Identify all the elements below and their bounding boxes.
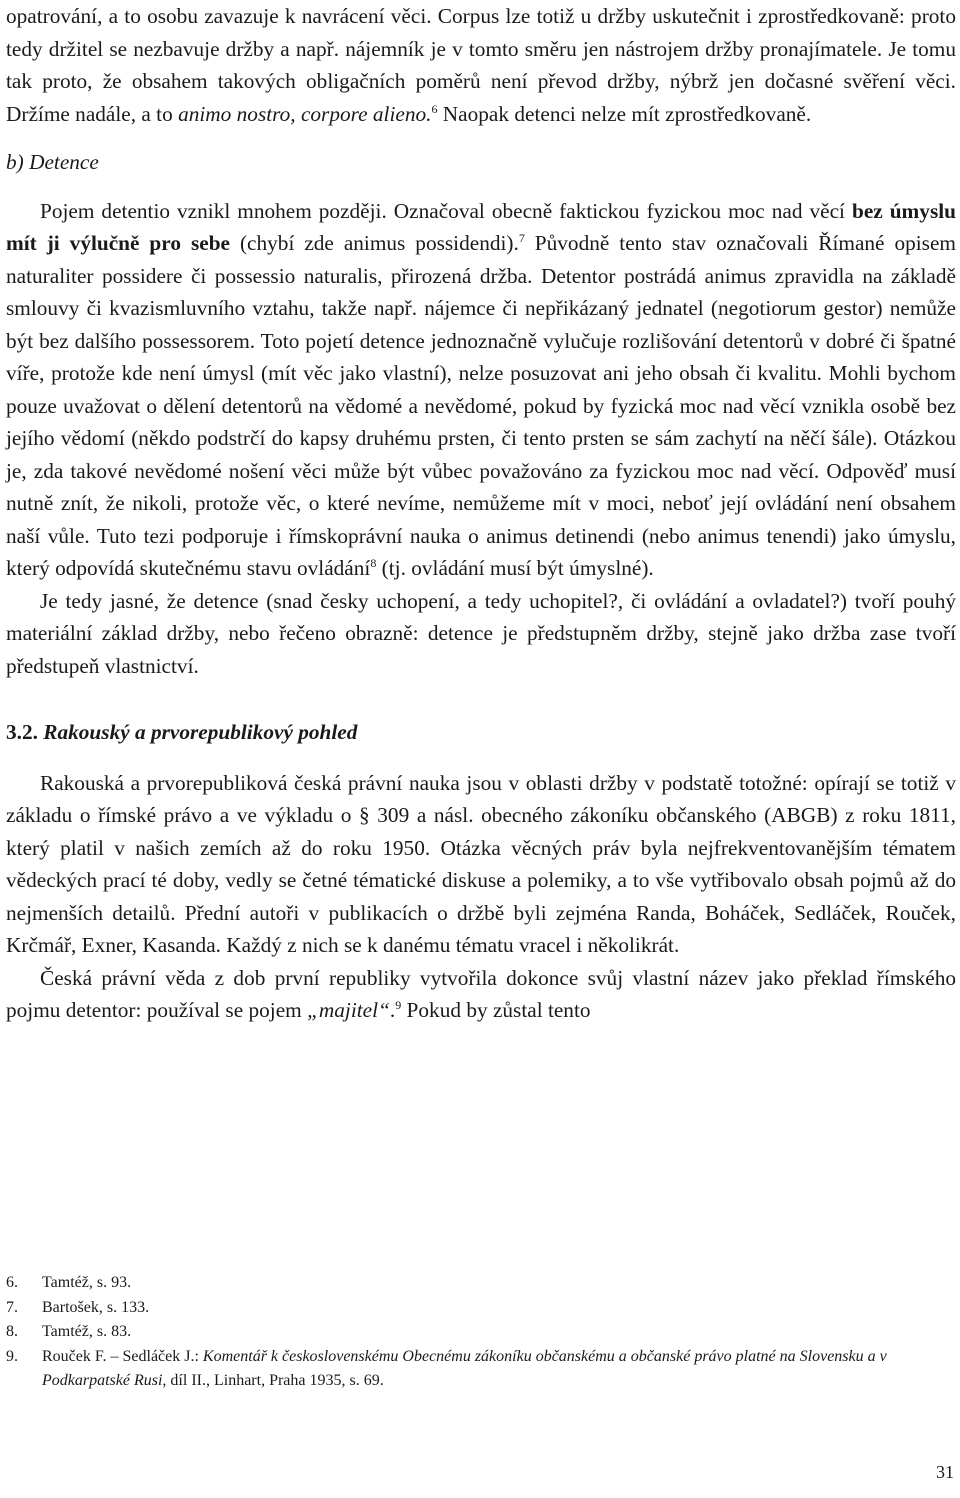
- text-run: , díl II., Linhart, Praha 1935, s. 69.: [162, 1372, 384, 1389]
- text-run: Naopak detenci nelze mít zprostředkovaně.: [437, 101, 812, 126]
- page-body: [6, 0, 956, 1027]
- text-run: .: [389, 998, 396, 1022]
- paragraph-3: Je tedy jasné, že detence (snad česky uchopení, a tedy uchopitel?, či ovládání a ovladatel?) tvoří pouhý materiální základ držby, nebo řečeno obrazně: detence je předstupněm držby, stejně jako držba zase tvoří předstupeň vlastnictví.: [6, 588, 956, 678]
- footnote-6: [6, 1271, 956, 1296]
- footnote-text: [42, 1345, 956, 1394]
- footnote-text: Tamtéž, s. 93.: [42, 1274, 132, 1291]
- footnote-ref-9[interactable]: 9: [395, 998, 402, 1012]
- footnote-ref-8[interactable]: 8: [370, 556, 377, 570]
- paragraph-4: Rakouská a prvorepubliková česká právní nauka jsou v oblasti držby v podstatě totožné: opírají se totiž v základu o římské právo a ve výkladu o § 309 a násl. obecného zákoníku občanského (ABGB) z roku 1811, který platil v našich zemích až do roku 1950. Otázka věcných práv byla nejfrekventovanějším tématem vědeckých prací té doby, vedly se četné tématické diskuse a polemiky, a to vše vytřibovalo obsah pojmů až do nejmenších detailů. Přední autoři v publikacích o držbě byli zejména Randa, Boháček, Sedláček, Rouček, Krčmář, Exner, Kasanda. Každý z nich se k danému tématu vracel i několikrát.: [6, 770, 956, 957]
- footnote-text: Tamtéž, s. 83.: [42, 1323, 132, 1340]
- latin-phrase: animo nostro, corpore alieno.: [178, 101, 432, 126]
- paragraph-5: [6, 962, 956, 1027]
- footnote-number: 8.: [6, 1323, 18, 1340]
- text-run: Pokud by zůstal tento: [401, 998, 591, 1022]
- footnote-ref-6[interactable]: 6: [431, 101, 438, 116]
- section-number: 3.2.: [6, 720, 38, 744]
- text-run: Česká právní věda z dob první republiky vytvořila dokonce svůj vlastní název jako překlad římského pojmu detentor: používal se pojem: [6, 965, 956, 1022]
- footnote-9: [6, 1345, 956, 1394]
- footnote-8: [6, 1320, 956, 1345]
- footnote-ref-7[interactable]: 7: [518, 231, 525, 245]
- footnote-7: [6, 1296, 956, 1321]
- book-title: Komentář k československému Obecnému zákoníku občanskému a občanské právo platné na Slovensku a v Podkarpatské Rusi: [42, 1347, 887, 1389]
- footnote-number: 6.: [6, 1274, 18, 1291]
- text-run: Rouček F. – Sedláček J.:: [42, 1347, 203, 1365]
- subheading-detence: b) Detence: [6, 150, 99, 174]
- paragraph-2: [6, 195, 956, 585]
- italic-term: „majitel“: [307, 998, 390, 1022]
- text-run: (tj. ovládání musí být úmyslné).: [376, 556, 654, 580]
- footnotes: [6, 1271, 956, 1394]
- text-run: (chybí zde animus possidendi).: [230, 231, 519, 255]
- paragraph-1: [6, 0, 956, 130]
- footnote-text: Bartošek, s. 133.: [42, 1298, 150, 1316]
- section-heading: [6, 716, 956, 749]
- bold-phrase: bez úmyslu mít ji výlučně pro sebe: [6, 198, 956, 255]
- page-number: 31: [936, 1462, 954, 1482]
- footnote-number: 9.: [6, 1347, 18, 1365]
- footnote-number: 7.: [6, 1298, 18, 1316]
- text-run: opatrování, a to osobu zavazuje k navrácení věci. Corpus lze totiž u držby uskutečnit i zprostředkovaně: proto tedy držitel se nezbavuje držby a např. nájemník je v tomto směru jen nástrojem držby pronajímatele. Je tomu tak proto, že obsahem takových obligačních poměrů není převod držby, nýbrž jen dočasné svěření věci. Držíme nadále, a to: [6, 4, 956, 126]
- text-run: Pojem detentio vznikl mnohem později. Označoval obecně faktickou fyzickou moc nad věcí: [40, 198, 852, 223]
- text-run: Původně tento stav označovali Římané opisem naturaliter possidere či possessio naturalis, přirozená držba. Detentor postrádá animus zpravidla na základě smlouvy či kvazismluvního vztahu, takže např. nájemce či nepřikázaný jednatel (negotiorum gestor) nemůže být bez dalšího possessorem. Toto pojetí detence jednoznačně vylučuje rozlišování detentorů v dobré či špatné víře, protože kde není úmysl (mít věc jako vlastní), nelze posuzovat ani jeho obsah či kvalitu. Mohli bychom pouze uvažovat o dělení detentorů na vědomé a nevědomé, pokud by fyzická moc nad věcí vznikla osobě bez jejího vědomí (někdo podstrčí do kapsy druhému prsten, či tento prsten se sám zachytí na něčí šále). Otázkou je, zda takové nevědomé nošení věci může být vůbec považováno za fyzickou moc nad věcí. Odpověď musí nutně znít, že nikoli, protože věc, o které nevíme, nemůžeme mít v moci, neboť její ovládání není obsahem naší vůle. Tuto tezi podporuje i římskoprávní nauka o animus detinendi (nebo animus tenendi) jako úmyslu, který odpovídá skutečnému stavu ovládání: [6, 231, 956, 580]
- section-title: Rakouský a prvorepublikový pohled: [43, 720, 358, 744]
